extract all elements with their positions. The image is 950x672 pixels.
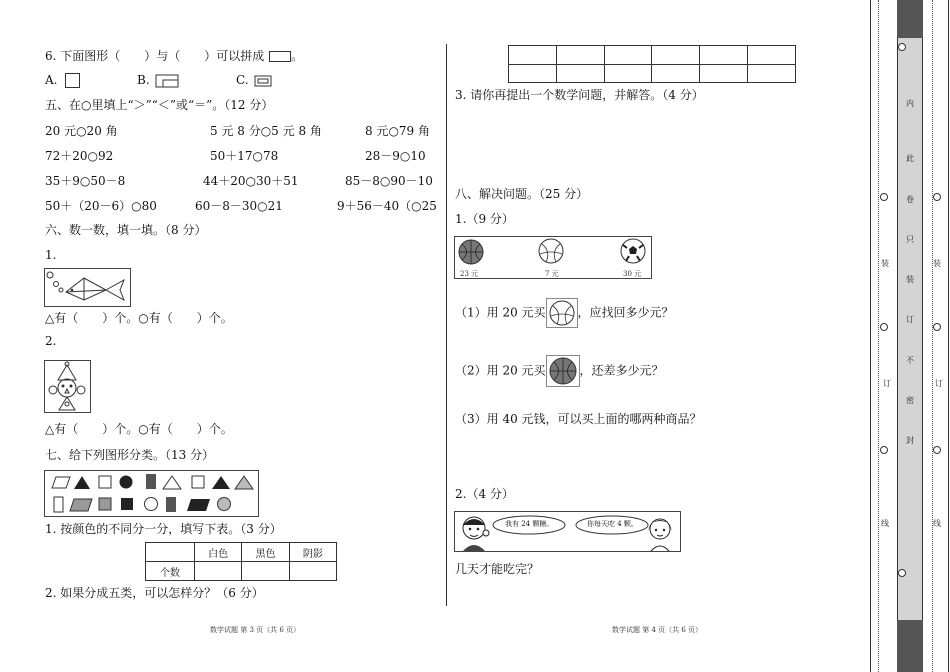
binding-hole-icon bbox=[933, 193, 941, 201]
table-row-label: 个数 bbox=[146, 562, 195, 581]
binding-char: 封 bbox=[906, 436, 914, 445]
section-6-q2-label: 2. bbox=[45, 334, 57, 348]
price-label: 7 元 bbox=[545, 270, 559, 278]
compare-item: 35＋9○50－8 bbox=[45, 174, 126, 188]
binding-char: 卷 bbox=[906, 195, 914, 204]
section-7-q1: 1. 按颜色的不同分一分，填写下表。（3 分） bbox=[45, 522, 282, 536]
section-5-title: 五、在○里填上“＞”“＜”或“＝”。（12 分） bbox=[45, 98, 274, 112]
top-answer-table bbox=[508, 45, 796, 83]
binding-char: 只 bbox=[906, 235, 914, 244]
page-footer-right: 数学试题 第 4 页（共 6 页） bbox=[612, 626, 703, 634]
binding-top-block bbox=[897, 0, 923, 38]
section-7-q2: 2. 如果分成五类，可以怎样分？（6 分） bbox=[45, 586, 264, 600]
price-label: 30 元 bbox=[623, 270, 642, 278]
compare-item: 44＋20○30＋51 bbox=[203, 174, 299, 188]
binding-hole-icon bbox=[898, 569, 906, 577]
binding-hole-icon bbox=[880, 193, 888, 201]
option-c: C. bbox=[236, 73, 272, 87]
section-6-title: 六、数一数，填一填。（8 分） bbox=[45, 223, 207, 237]
binding-hole-icon bbox=[880, 323, 888, 331]
section-6-q1-label: 1. bbox=[45, 248, 57, 262]
binding-hole-icon bbox=[933, 323, 941, 331]
binding-outer-char: 装 bbox=[933, 259, 941, 268]
compare-item: 8 元○79 角 bbox=[365, 124, 431, 138]
speech-bubble-1: 我有 24 颗糖。 bbox=[505, 520, 554, 528]
binding-hole-icon bbox=[933, 446, 941, 454]
table-corner-cell bbox=[146, 543, 195, 562]
compare-item: 9＋56－40（○25 bbox=[337, 199, 437, 213]
question-2-text: 几天才能吃完？ bbox=[455, 562, 540, 576]
section-8-q1-label: 1.（9 分） bbox=[455, 212, 514, 226]
l-shape-icon bbox=[155, 74, 179, 88]
volleyball-icon bbox=[546, 298, 578, 328]
square-shape-icon bbox=[65, 73, 80, 88]
table-answer-cell[interactable] bbox=[242, 562, 289, 581]
binding-char: 此 bbox=[906, 154, 914, 163]
binding-margin bbox=[870, 0, 950, 672]
binding-char: 装 bbox=[906, 275, 914, 284]
target-rect-icon bbox=[269, 51, 291, 62]
section-6-answer-2: △有（ ）个。○有（ ）个。 bbox=[45, 422, 233, 436]
binding-outer-char: 线 bbox=[881, 519, 889, 528]
binding-outer-char: 订 bbox=[935, 379, 943, 388]
table-header: 黑色 bbox=[242, 543, 289, 562]
table-header: 阴影 bbox=[289, 543, 336, 562]
table-answer-cell[interactable] bbox=[195, 562, 242, 581]
section-6-answer-1: △有（ ）个。○有（ ）个。 bbox=[45, 311, 233, 325]
question-3: 3. 请你再提出一个数学问题，并解答。（4 分） bbox=[455, 88, 704, 102]
compare-item: 50＋（20－6）○80 bbox=[45, 199, 157, 213]
binding-strip bbox=[897, 38, 923, 620]
page-footer-left: 数学试题 第 3 页（共 6 页） bbox=[210, 626, 301, 634]
shapes-figure bbox=[44, 470, 259, 517]
binding-char: 内 bbox=[906, 99, 914, 108]
binding-bottom-block bbox=[897, 620, 923, 672]
fish-figure bbox=[44, 268, 131, 307]
binding-char: 密 bbox=[906, 396, 914, 405]
binding-outer-char: 订 bbox=[883, 379, 891, 388]
compare-item: 28－9○10 bbox=[365, 149, 426, 163]
section-8-q2-label: 2.（4 分） bbox=[455, 487, 514, 501]
option-a: A. bbox=[45, 73, 80, 88]
question-1-3: （3）用 40 元钱，可以买上面的哪两种商品？ bbox=[455, 412, 702, 426]
binding-char: 不 bbox=[906, 356, 914, 365]
speech-bubble-2: 你每天吃 4 颗。 bbox=[587, 520, 638, 528]
table-header: 白色 bbox=[195, 543, 242, 562]
question-6: 6. 下面图形（ ）与（ ）可以拼成 。 bbox=[45, 49, 304, 63]
binding-hole-icon bbox=[898, 43, 906, 51]
binding-hole-icon bbox=[880, 446, 888, 454]
candy-dialogue-figure bbox=[454, 511, 681, 552]
binding-outer-char: 装 bbox=[881, 259, 889, 268]
color-count-table bbox=[145, 542, 337, 581]
question-1-1: （1）用 20 元买 ，应找回多少元？ bbox=[455, 298, 674, 328]
basketball-icon bbox=[546, 355, 580, 387]
table-answer-cell[interactable] bbox=[289, 562, 336, 581]
compare-item: 5 元 8 分○5 元 8 角 bbox=[210, 124, 322, 138]
clown-figure bbox=[44, 360, 91, 413]
binding-char: 订 bbox=[906, 315, 914, 324]
compare-item: 60－8－30○21 bbox=[195, 199, 283, 213]
compare-item: 72＋20○92 bbox=[45, 149, 114, 163]
question-1-2: （2）用 20 元买 ，还差多少元？ bbox=[455, 355, 664, 387]
price-label: 23 元 bbox=[460, 270, 479, 278]
compare-item: 20 元○20 角 bbox=[45, 124, 118, 138]
binding-outer-char: 线 bbox=[933, 519, 941, 528]
compare-item: 85－8○90－10 bbox=[345, 174, 433, 188]
section-7-title: 七、给下列图形分类。（13 分） bbox=[45, 448, 215, 462]
column-divider bbox=[446, 44, 447, 606]
compare-item: 50＋17○78 bbox=[210, 149, 279, 163]
rect-shape-icon bbox=[254, 75, 272, 87]
section-8-title: 八、解决问题。（25 分） bbox=[455, 187, 589, 201]
option-b: B. bbox=[137, 73, 179, 88]
